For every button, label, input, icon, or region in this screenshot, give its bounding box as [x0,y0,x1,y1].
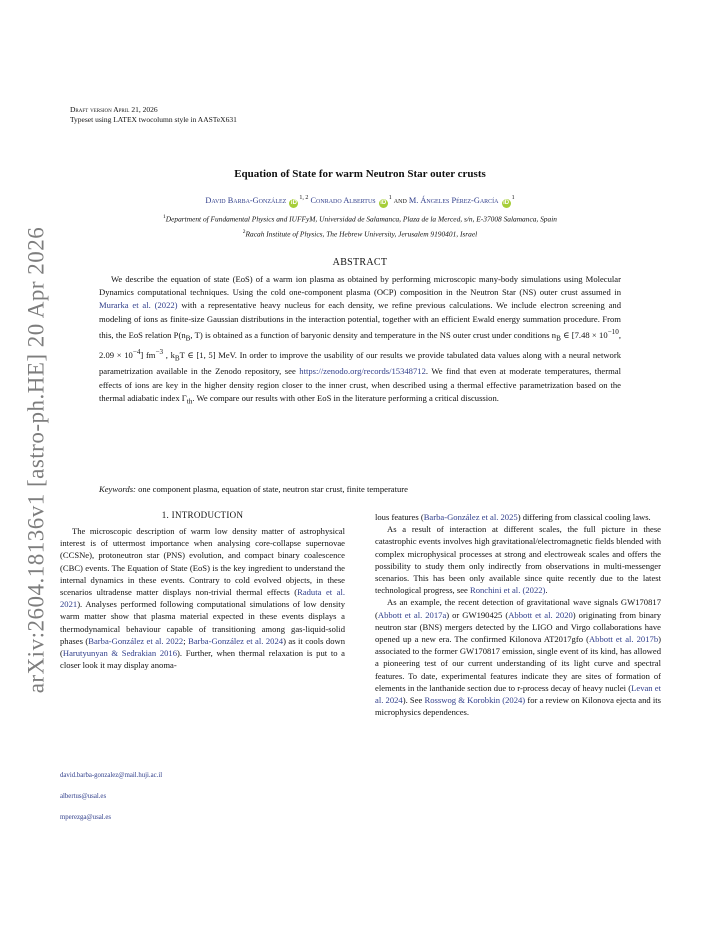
body-text: ). Analyses performed following computational simulations of low density warm matter show that plasma material expected in these events displays a thermodynamical behaviour capable of transitioning among gas-liquid-solid phases ( [60,599,345,646]
subscript: B [174,354,180,363]
orcid-icon[interactable]: iD [380,199,387,206]
author-affil-sup: 1, 2 [299,195,309,201]
body-text: ) originating from binary neutron star (BNS) mergers detected by the LIGO and Virgo collaborations have opened up a new era. The confirmed Kilonova AT2017gfo ( [375,609,661,645]
superscript: −3 [155,347,164,356]
keywords-line [99,484,408,494]
paragraph [375,511,661,523]
typeset-line: Typeset using LATEX twocolumn style in AASTeX631 [70,115,237,124]
abstract-text: , 2.09 × 10 [99,329,621,360]
arxiv-identifier-stamp[interactable] [16,210,56,710]
body-text: ; [183,635,189,646]
arxiv-id-text: arXiv:2604.18136v1 [astro-ph.HE] 20 Apr 2026 [23,226,49,694]
citation-link[interactable]: Raduta et al. 2021 [60,587,346,610]
citation-link[interactable]: Barba-González et al. 2025 [423,512,518,522]
email-link[interactable]: mperezga@usal.es [60,814,111,821]
author-emails [60,771,345,834]
abstract-body [99,273,621,409]
abstract-text: with a representative heavy nucleus for each density, we refine previous calculations. We include electron screening and modeling of ions as finite-size Gaussian distributions in the interaction potential, together with an efficient Ewald energy summation procedure. From this, the EoS relation P(n [99,300,621,340]
superscript: −4 [132,347,141,356]
email-link[interactable]: david.barba-gonzalez@mail.huji.ac.il [60,772,163,779]
affiliation-1 [0,214,720,223]
affiliation-2 [0,229,720,238]
paper-title: Equation of State for warm Neutron Star outer crusts [234,168,486,180]
paragraph [375,596,661,718]
citation-link[interactable]: Ronchini et al. (2022) [469,585,546,596]
abstract-heading: ABSTRACT [332,257,388,268]
body-text: As an example, the recent detection of gravitational wave signals GW170817 ( [375,597,661,620]
body-text: The microscopic description of warm low density matter of astrophysical interest is of uttermost importance when analysing core-collapse supernovae (CCSNe), protoneutron star (PNS) evolution, and compact binary coalescence (CBC) events. The Equation of State (EoS) is the key ingredient to understand the internal dynamics in these events. Contrary to cold evolved objects, in these scenarios ultradense matter displays non-trivial thermal effects ( [60,526,345,598]
citation-link[interactable]: Abbott et al. 2020 [508,609,573,620]
abstract-text: We describe the equation of state (EoS) of a warm ion plasma as obtained by performing microscopic many-body simulations using Molecular Dynamics computational techniques. Using the cold one-component plasma (OCP) composition in the Neutron Star (NS) outer crust assumed in [99,274,621,298]
orcid-icon[interactable]: iD [290,199,297,206]
right-column-text [375,511,661,718]
citation-link[interactable]: Levan et al. 2024 [375,682,661,706]
body-text: lous features ( [375,512,424,522]
body-text: As a result of interaction at different scales, the full picture in these catastrophic events involves high gravitational/electromagnetic fields blended with complex microphysical processes at strong and electroweak scales and offers the possibility to study them only indirectly from observations in multi-messenger scenarios. This has been only available since quite recently due to the latest technological progress, see [375,524,661,596]
citation-link[interactable]: Abbott et al. 2017b [588,634,659,645]
abstract-text: , T) is obtained as a function of baryonic density and temperature in the NS outer crust under conditions n [190,329,557,340]
abstract-text: . We compare our results with other EoS in the literature performing a critical discussion. [192,392,499,403]
zenodo-link[interactable]: https://zenodo.org/records/15348712 [299,366,426,377]
author-name-2[interactable]: Conrado Albertus [310,195,376,205]
body-text: ) or GW190425 ( [446,609,509,620]
affiliation-number: 1 [163,214,166,220]
keywords-label: Keywords: [99,484,136,494]
citation-link[interactable]: Rosswog & Korobkin (2024) [424,695,526,706]
author-conjunction: and [393,195,407,205]
author-affil-sup: 1 [511,195,515,201]
citation-link[interactable]: Barba-González et al. 2022 [88,635,184,646]
author-name-1[interactable]: David Barba-González [205,195,287,205]
section-heading-introduction: 1. INTRODUCTION [161,510,244,520]
affiliation-text: Department of Fundamental Physics and IUFFyM, Universidad de Salamanca, Plaza de la Merced, s/n, E-37008 Salamanca, Spain [165,214,557,224]
paragraph [375,523,661,596]
subscript: th [186,397,193,406]
superscript: −10 [607,327,619,336]
paragraph [60,525,345,671]
author-affil-sup: 1 [388,195,392,201]
author-name-3[interactable]: M. Ángeles Pérez-García [408,195,499,205]
author-list [0,195,720,208]
subscript: B [556,334,561,343]
body-text: ). See [402,695,425,706]
keywords-text: one component plasma, equation of state, neutron star crust, finite temperature [138,484,408,494]
draft-version-line: Draft version April 21, 2026 [70,105,158,114]
abstract-text: ∈ [7.48 × 10 [560,329,608,340]
abstract-text: ] fm [140,349,156,360]
subscript: B [185,334,191,343]
body-text: ) associated to the former GW170817 emission, single event of its kind, has allowed a pioneering test of our current understanding of its light curve and spectral features. To date, experimental features indicate they are sites of formation of elements in the lanthanide section due to r-process decay of heavy nuclei ( [375,634,661,693]
body-text: ). Further, when thermal relaxation is put to a closer look it may display anoma- [60,648,345,671]
abstract-text: . We find that even at moderate temperatures, thermal effects of ions are key in the higher density region closer to the inner crust, when described using a thermal effective parametrization based on the thermal adiabatic index Γ [99,366,621,403]
citation-link[interactable]: Murarka et al. (2022) [99,300,178,311]
draft-header [70,105,237,125]
citation-link[interactable]: Harutyunyan & Sedrakian 2016 [62,648,178,659]
body-text: . [545,585,548,596]
affiliation-text: Racah Institute of Physics, The Hebrew University, Jerusalem 9190401, Israel [245,229,478,239]
citation-link[interactable]: Abbott et al. 2017a [377,609,447,620]
body-text: for a review on Kilonova ejecta and its microphysics dependences. [375,695,662,718]
body-text: ) as it cools down ( [60,635,345,659]
affiliation-number: 2 [242,229,246,235]
body-text: ) differing from classical cooling laws. [517,512,651,522]
email-link[interactable]: albertus@usal.es [60,793,107,800]
left-column-text [60,525,345,671]
citation-link[interactable]: Barba-González et al. 2024 [188,635,284,646]
abstract-text: , k [163,349,175,360]
abstract-text: T ∈ [1, 5] MeV. In order to improve the usability of our results we provide tabulated data values along with a neural network parametrization available in the Zenodo repository, see [99,349,622,377]
orcid-icon[interactable]: iD [503,199,510,206]
